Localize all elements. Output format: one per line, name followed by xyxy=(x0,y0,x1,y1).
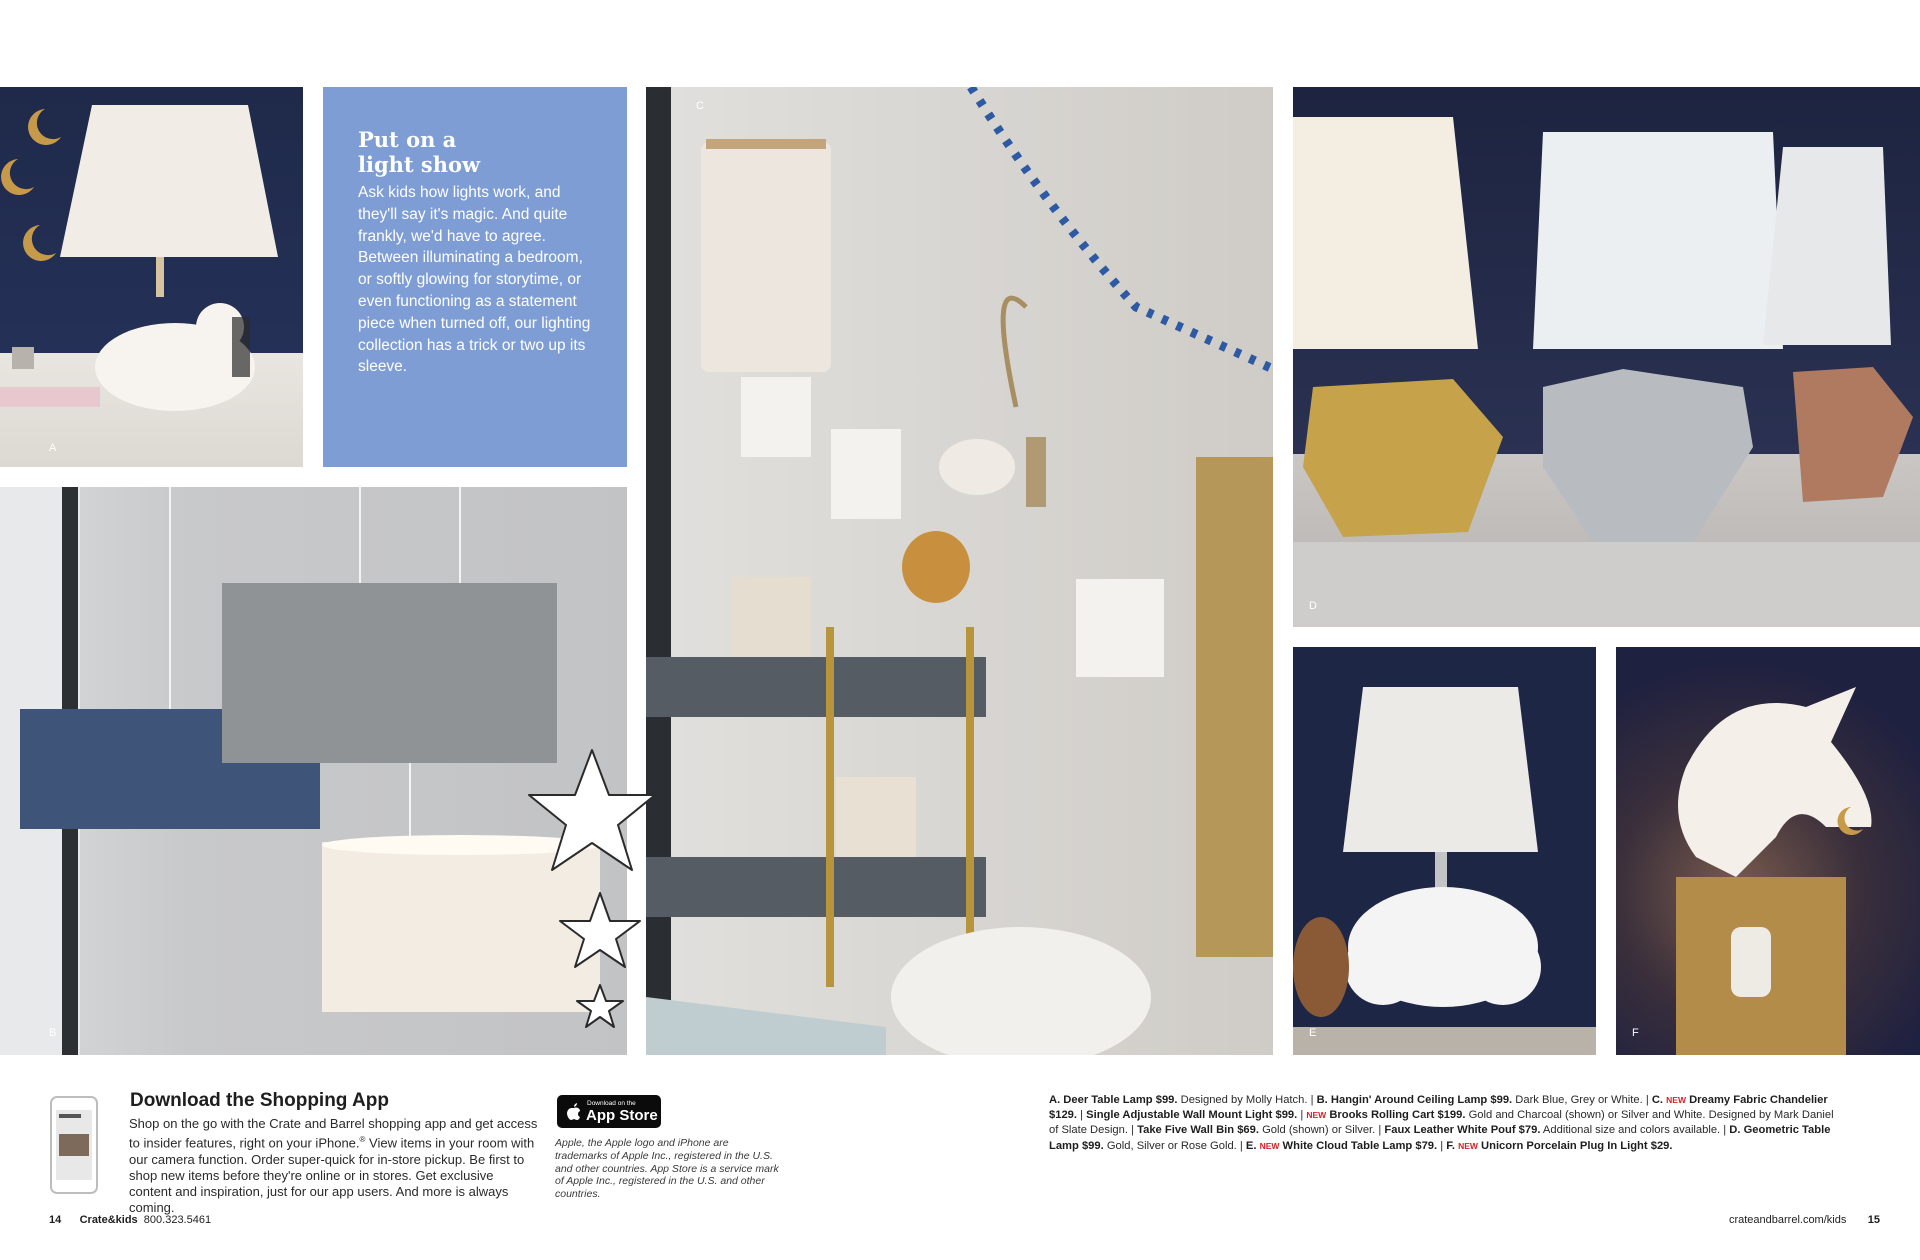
intro-body: Ask kids how lights work, and they'll say it's magic. And quite frankly, we'd have to agree. Between illuminating a bedroom, or softly glowing for storytime, or even functioning as a statement piece when turned off, our lighting collection has a trick or two up its sleeve. xyxy=(358,184,591,376)
website-url[interactable]: crateandbarrel.com/kids xyxy=(1728,1214,1847,1226)
badge-small-text: Download on the xyxy=(587,1100,636,1107)
geometric-lamps-illustration xyxy=(1293,87,1920,627)
page-number-right: 15 xyxy=(1867,1214,1880,1226)
credit-separator: | xyxy=(1720,1124,1730,1137)
photo-letter-d: D xyxy=(1309,600,1317,612)
credit-c3-name: Brooks Rolling Cart $199. xyxy=(1326,1109,1466,1122)
credit-a-detail: Designed by Molly Hatch. xyxy=(1177,1094,1308,1106)
credit-separator: | xyxy=(1375,1124,1385,1137)
credit-separator: | xyxy=(1127,1124,1138,1137)
photo-cloud-table-lamp xyxy=(1293,647,1596,1055)
credit-c5-detail: Additional size and colors available. xyxy=(1540,1124,1721,1137)
intro-panel xyxy=(323,87,627,467)
photo-letter-c: C xyxy=(696,100,704,112)
folio-left xyxy=(49,1214,211,1226)
apple-trademark-notice: Apple, the Apple logo and iPhone are trademarks of Apple Inc., registered in the U.S. and other countries. App Store is a service mark of Apple Inc., registered in the U.S. and other countries. xyxy=(555,1137,779,1201)
badge-big-text: App Store xyxy=(586,1107,658,1124)
credit-b-name: B. Hangin' Around Ceiling Lamp $99. xyxy=(1316,1094,1513,1106)
credit-c5-name: Faux Leather White Pouf $79. xyxy=(1384,1124,1541,1137)
credit-b-detail: Dark Blue, Grey or White. xyxy=(1512,1094,1643,1106)
deer-lamp-illustration xyxy=(0,87,303,467)
app-promo-body xyxy=(129,1116,539,1217)
intro-heading-line2: light show xyxy=(358,152,481,177)
app-promo-title: Download the Shopping App xyxy=(130,1090,389,1111)
credit-c-prefix: C. xyxy=(1651,1094,1664,1106)
new-tag: NEW xyxy=(1259,1140,1280,1151)
nursery-room-illustration xyxy=(646,87,1273,1055)
star-decals-icon xyxy=(525,745,660,1045)
phone-app-icon xyxy=(50,1096,98,1194)
app-body-part1: Shop on the go with the Crate and Barrel shopping app and get access to insider features, right on your iPhone. xyxy=(129,1116,538,1151)
credit-e-name: White Cloud Table Lamp $79. xyxy=(1279,1139,1438,1152)
page-number-left: 14 xyxy=(49,1214,62,1226)
photo-letter-b: B xyxy=(49,1027,57,1039)
credit-d-name: D. Geometric Table Lamp $99. xyxy=(1049,1124,1831,1152)
credit-separator: | xyxy=(1297,1109,1307,1122)
app-store-badge[interactable] xyxy=(557,1095,661,1128)
app-body-part2: View items in your room with our camera function. Order super-quick for in-store pickup. Be first to shop new items before they're online or in stores. Get exclusive content and inspiration, just for our app users. And more is always coming. xyxy=(129,1135,535,1216)
photo-nursery-room xyxy=(646,87,1273,1055)
new-tag: NEW xyxy=(1458,1140,1478,1151)
credit-f-name: Unicorn Porcelain Plug In Light $29. xyxy=(1477,1139,1673,1152)
credit-separator: | xyxy=(1077,1109,1087,1122)
credit-c-name: Dreamy Fabric Chandelier $129. xyxy=(1049,1094,1828,1122)
photo-unicorn-plug-in-light xyxy=(1616,647,1920,1055)
credit-separator: | xyxy=(1642,1094,1652,1106)
credit-separator: | xyxy=(1437,1139,1447,1152)
registered-mark: ® xyxy=(359,1135,366,1145)
credit-a-name: A. Deer Table Lamp $99. xyxy=(1049,1094,1178,1106)
new-tag: NEW xyxy=(1666,1095,1686,1105)
credit-c4-name: Take Five Wall Bin $69. xyxy=(1137,1124,1259,1137)
credit-c3-detail: Gold and Charcoal (shown) or Silver and White. Designed by Mark Daniel of Slate Design. xyxy=(1049,1109,1834,1137)
credit-c4-detail: Gold (shown) or Silver. xyxy=(1258,1124,1376,1137)
new-tag: NEW xyxy=(1306,1110,1327,1121)
photo-letter-e: E xyxy=(1309,1027,1317,1039)
photo-geometric-table-lamps xyxy=(1293,87,1920,627)
credit-f-prefix: F. xyxy=(1446,1139,1455,1152)
moon-decal-icon xyxy=(28,109,61,145)
credit-separator: | xyxy=(1236,1139,1246,1152)
phone-number: 800.323.5461 xyxy=(143,1214,212,1226)
photo-letter-a: A xyxy=(49,442,57,454)
apple-logo-icon xyxy=(566,1102,582,1121)
credit-separator: | xyxy=(1307,1094,1317,1106)
intro-heading-line1: Put on a xyxy=(358,127,457,152)
intro-heading xyxy=(358,127,593,177)
credit-e-prefix: E. xyxy=(1245,1139,1257,1152)
folio-right xyxy=(1729,1214,1880,1226)
credit-c2-name: Single Adjustable Wall Mount Light $99. xyxy=(1086,1109,1298,1122)
photo-deer-table-lamp xyxy=(0,87,303,467)
product-credits xyxy=(1049,1093,1839,1154)
unicorn-light-illustration xyxy=(1616,647,1920,1055)
moon-decal-icon xyxy=(1,159,34,195)
photo-letter-f: F xyxy=(1632,1027,1639,1039)
credit-d-detail: Gold, Silver or Rose Gold. xyxy=(1103,1139,1237,1152)
brand-name: Crate&kids xyxy=(79,1214,138,1226)
moon-decal-icon xyxy=(23,225,56,261)
cloud-lamp-illustration xyxy=(1293,647,1596,1055)
